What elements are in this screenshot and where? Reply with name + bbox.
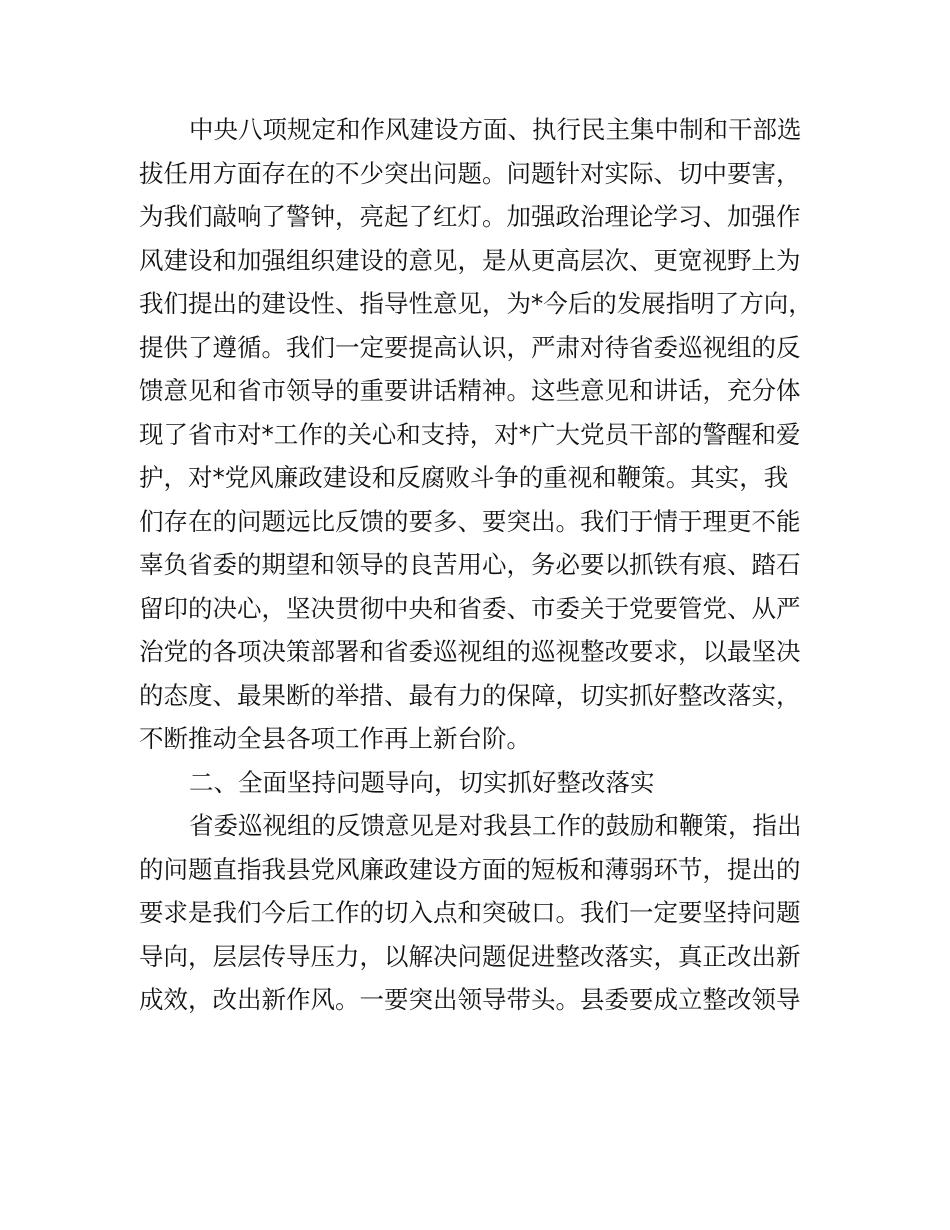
text-line: 们存在的问题远比反馈的要多、要突出。我们于情于理更不能: [139, 506, 801, 536]
text-line: 留印的决心，坚决贯彻中央和省委、市委关于党要管党、从严: [139, 593, 801, 623]
text-line: 的态度、最果断的举措、最有力的保障，切实抓好整改落实，: [139, 680, 801, 710]
text-line: 馈意见和省市领导的重要讲话精神。这些意见和讲话，充分体: [139, 376, 801, 405]
text-line: 的问题直指我县党风廉政建设方面的短板和薄弱环节，提出的: [139, 854, 801, 884]
text-line: 不断推动全县各项工作再上新台阶。: [139, 724, 531, 753]
text-line: 省委巡视组的反馈意见是对我县工作的鼓励和鞭策，指出: [189, 811, 802, 840]
text-line: 成效，改出新作风。一要突出领导带头。县委要成立整改领导: [139, 985, 801, 1014]
section-heading: [139, 761, 829, 805]
text-line: 中央八项规定和作风建设方面、执行民主集中制和干部选: [189, 115, 802, 144]
paragraph: [139, 108, 829, 761]
text-line: 现了省市对*工作的关心和支持，对*广大党员干部的警醒和爱: [139, 419, 801, 449]
text-line: 风建设和加强组织建设的意见，是从更高层次、更宽视野上为: [139, 245, 801, 275]
text-line: 我们提出的建设性、指导性意见，为*今后的发展指明了方向，: [139, 289, 813, 318]
text-line: 导向，层层传导压力，以解决问题促进整改落实，真正改出新: [139, 941, 801, 971]
text-line: 要求是我们今后工作的切入点和突破口。我们一定要坚持问题: [139, 898, 801, 927]
text-line: 护，对*党风廉政建设和反腐败斗争的重视和鞭策。其实，我: [139, 463, 789, 492]
text-line: 拔任用方面存在的不少突出问题。问题针对实际、切中要害，: [139, 158, 801, 188]
text-line: 提供了遵循。我们一定要提高认识，严肃对待省委巡视组的反: [139, 332, 801, 362]
text-line: 辜负省委的期望和领导的良苦用心，务必要以抓铁有痕、踏石: [139, 550, 801, 579]
text-line: 为我们敲响了警钟，亮起了红灯。加强政治理论学习、加强作: [139, 202, 801, 231]
heading-text: 二、全面坚持问题导向，切实抓好整改落实: [189, 767, 655, 797]
text-line: 治党的各项决策部署和省委巡视组的巡视整改要求，以最坚决: [139, 637, 801, 666]
paragraph: [139, 804, 829, 1022]
document-body: [139, 108, 829, 1022]
